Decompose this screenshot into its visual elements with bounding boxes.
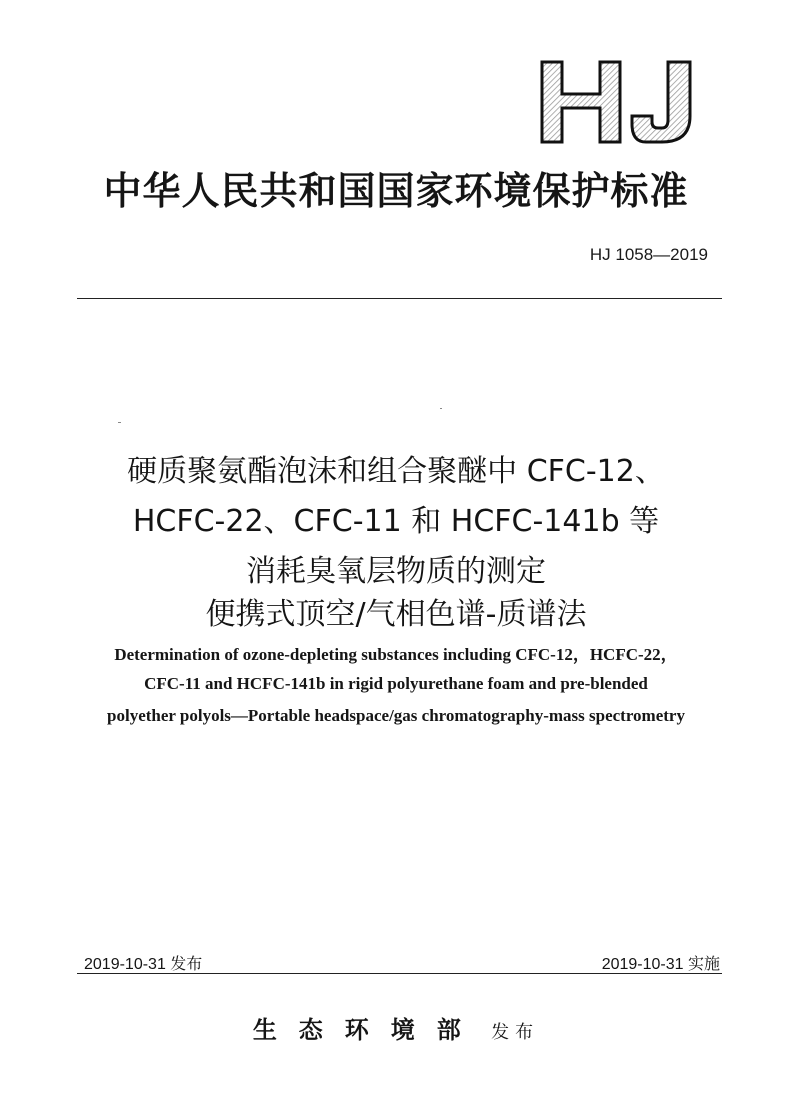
- title-cn-line-3: 消耗臭氧层物质的测定: [246, 554, 546, 589]
- issue-date: 2019-10-31 发布: [84, 956, 203, 973]
- title-cn-line-1: 硬质聚氨酯泡沫和组合聚醚中 CFC-12、: [127, 454, 665, 489]
- publisher: [0, 1010, 792, 1045]
- title-en-line-1: Determination of ozone-depleting substances including CFC-12，HCFC-22，: [114, 645, 678, 664]
- title-cn-line-4: 便携式顶空/气相色谱-质谱法: [205, 597, 587, 632]
- publisher-name: 生态环境部: [252, 1015, 483, 1044]
- implementation-date: 2019-10-31 实施: [601, 956, 720, 973]
- logo-letter-h: [542, 62, 620, 142]
- scan-speck: [118, 422, 121, 423]
- logo-letter-j: [632, 62, 690, 142]
- title-en-line-2: CFC-11 and HCFC-141b in rigid polyurethane foam and pre-blended: [144, 674, 648, 693]
- title-en-line-3: polyether polyols—Portable headspace/gas chromatography-mass spectrometry: [107, 706, 685, 725]
- hj-logo: [538, 60, 700, 144]
- publisher-suffix: 发布: [491, 1022, 540, 1043]
- standard-code: HJ 1058—2019: [589, 245, 708, 264]
- header-divider: [77, 298, 722, 299]
- title-cn-line-2: HCFC-22、CFC-11 和 HCFC-141b 等: [132, 504, 660, 539]
- standard-organization: 中华人民共和国国家环境保护标准: [103, 168, 689, 213]
- footer-divider: [77, 973, 722, 974]
- scan-speck: [440, 408, 442, 409]
